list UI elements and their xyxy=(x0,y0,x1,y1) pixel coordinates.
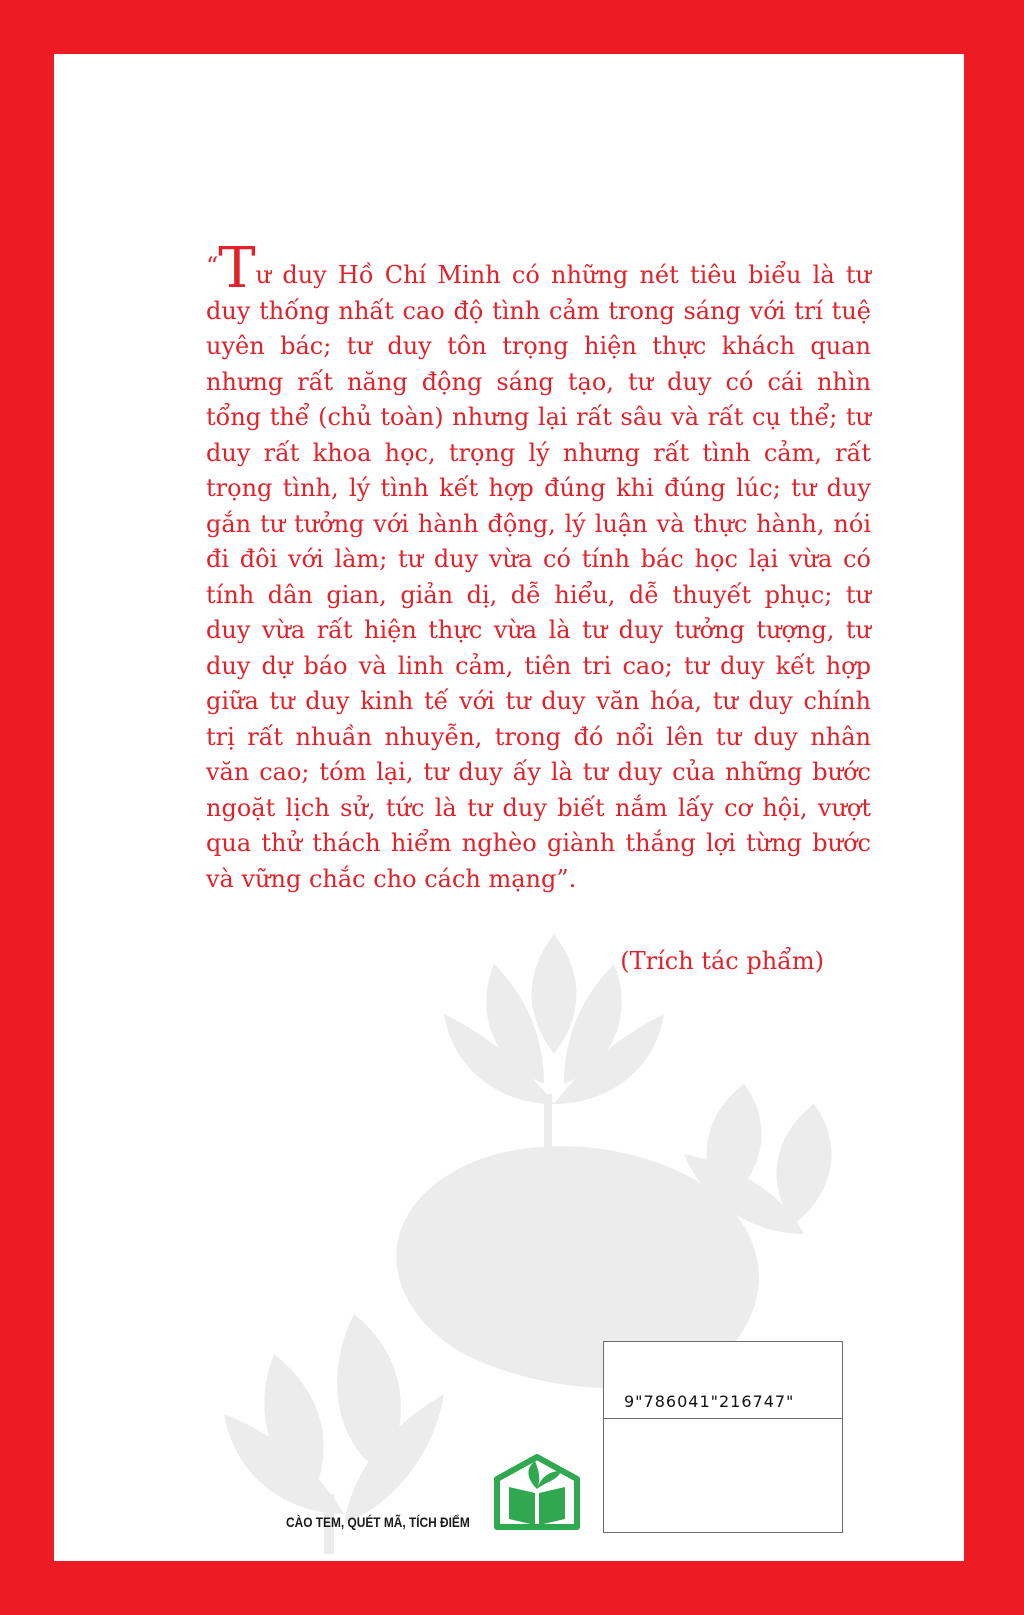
quote-line: gắn tư tưởng với hành động, lý luận và thực hành, nói xyxy=(206,509,871,538)
barcode-divider xyxy=(604,1418,842,1419)
quote-line: uyên bác; tư duy tôn trọng hiện thực khách quan xyxy=(206,332,871,360)
quote-line: qua thử thách hiểm nghèo giành thắng lợi từng bước xyxy=(206,829,871,857)
quote-line: duy thống nhất cao độ tình cảm trong sáng với trí tuệ xyxy=(206,296,871,325)
quote-line: nhưng rất năng động sáng tạo, tư duy có cái nhìn xyxy=(206,367,871,396)
quote-line: văn cao; tóm lại, tư duy ấy là tư duy của những bước xyxy=(206,758,871,786)
quote-line: duy dự báo và linh cảm, tiên tri cao; tư duy kết hợp xyxy=(206,651,871,680)
quote-line: duy rất khoa học, trọng lý nhưng rất tình cảm, rất xyxy=(206,438,871,467)
quote-line: trị rất nhuần nhuyễn, trong đó nổi lên tư duy nhân xyxy=(206,722,871,751)
quote-line: tính dân gian, giản dị, dễ hiểu, dễ thuyết phục; tư xyxy=(206,580,871,609)
quote-line: và vững chắc cho cách mạng”. xyxy=(206,864,577,893)
quote-line: giữa tư duy kinh tế với tư duy văn hóa, tư duy chính xyxy=(206,687,871,715)
drop-cap: T xyxy=(218,236,256,301)
quote-line: duy vừa rất hiện thực vừa là tư duy tưởng tượng, tư xyxy=(206,616,871,644)
quote-source: (Trích tác phẩm) xyxy=(620,947,824,975)
quote-line-1: “Tư duy Hồ Chí Minh có những nét tiêu biểu là tư xyxy=(206,236,871,301)
quote-block xyxy=(206,236,871,897)
quote-line: tổng thể (chủ toàn) nhưng lại rất sâu và rất cụ thể; tư xyxy=(206,403,871,431)
barcode-number: 9"786041"216747" xyxy=(624,1392,795,1411)
quote-line: đi đôi với làm; tư duy vừa có tính bác học lại vừa có xyxy=(206,545,871,573)
barcode-box xyxy=(603,1341,843,1533)
open-quote-mark: “ xyxy=(206,252,219,280)
quote-line: ngoặt lịch sử, tức là tư duy biết nắm lấy cơ hội, vượt xyxy=(206,793,871,822)
quote-line: trọng tình, lý tình kết hợp đúng khi đúng lúc; tư duy xyxy=(206,474,871,502)
leaf-book-logo-icon xyxy=(487,1449,587,1534)
back-cover xyxy=(54,54,964,1561)
promo-text: CÀO TEM, QUÉT MÃ, TÍCH ĐIỂM xyxy=(286,1514,470,1530)
